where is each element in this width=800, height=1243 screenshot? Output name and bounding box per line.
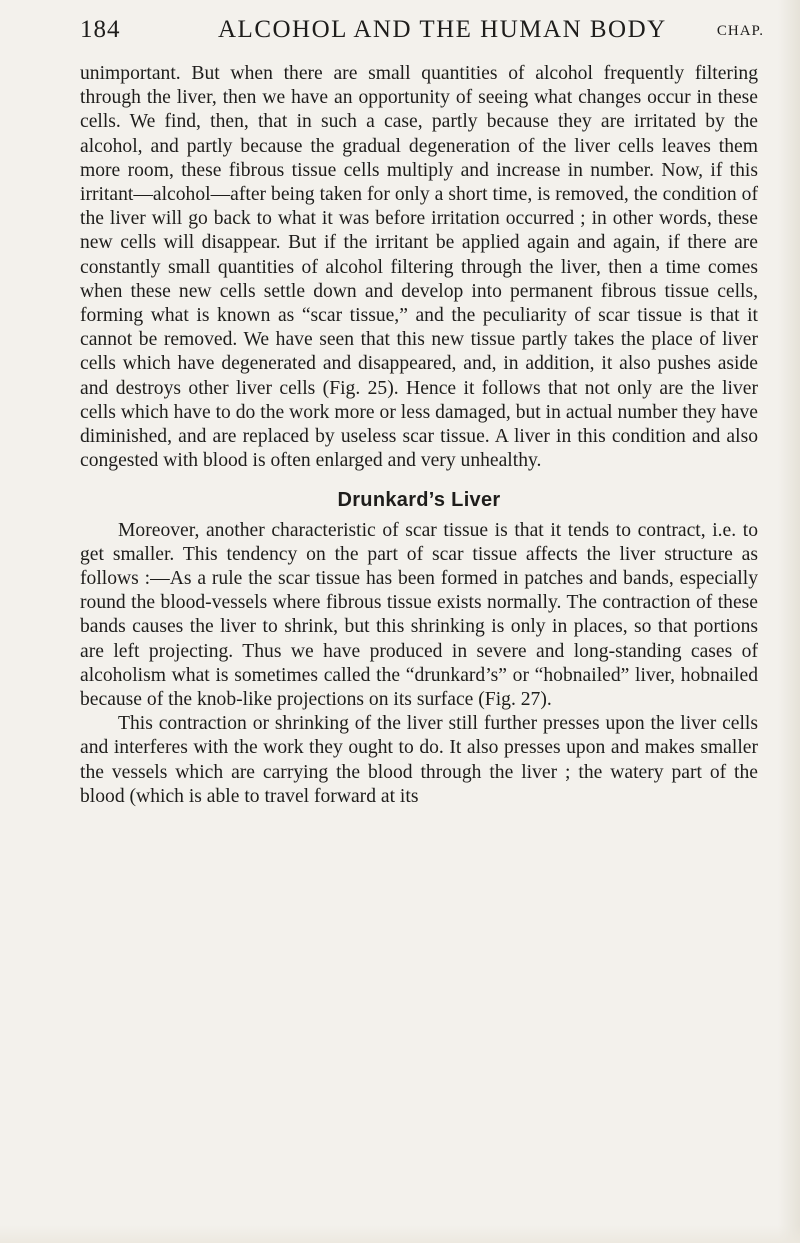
chapter-mark: CHAP. <box>716 23 764 39</box>
paragraph-3: This contraction or shrinking of the liver still further presses upon the liver cells and interferes with the work they ought to do. It also presses upon and makes smaller the vessels which are carrying the blood through the liver ; the watery part of the blood (which is able to travel forward at its <box>80 713 758 807</box>
paragraph-1: unimportant. But when there are small quantities of alcohol frequently filtering through the liver, then we have an opportunity of seeing what changes occur in these cells. We find, then, that in such a case, partly because they are irritated by the alcohol, and partly because the gradual degeneration of the liver cells leaves them more room, these fibrous tissue cells multiply and increase in number. Now, if this irritant—alcohol—after being taken for only a short time, is removed, the condition of the liver will go back to what it was before irritation occurred ; in other words, these new cells will disappear. But if the irritant be applied again and again, if there are constantly small quantities of alcohol filtering through the liver, then a time comes when these new cells settle down and develop into permanent fibrous tissue cells, forming what is known as “scar tissue,” and the peculiarity of scar tissue is that it cannot be removed. We have seen that this new tissue partly takes the place of liver cells which have degenerated and disappeared, and, in addition, it also pushes aside and destroys other liver cells (Fig. 25). Hence it follows that not only are the liver cells which have to do the work more or less damaged, but in actual number they have diminished, and are replaced by useless scar tissue. A liver in this condition and also congested with blood is often enlarged and very unhealthy. <box>80 63 758 472</box>
section-heading: Drunkard’s Liver <box>337 489 501 512</box>
page-number: 184 <box>80 16 121 43</box>
page-bottom-shadow <box>0 1225 800 1243</box>
paragraph-2: Moreover, another characteristic of scar tissue is that it tends to contract, i.e. to get smaller. This tendency on the part of scar tissue affects the liver structure as follows :—As a rule the scar tissue has been formed in patches and bands, especially round the blood-vessels where fibrous tissue exists normally. The contraction of these bands causes the liver to shrink, but this shrinking is only in places, so that portions are left projecting. Thus we have produced in severe and long-standing cases of alcoholism what is sometimes called the “drunkard’s” or “hobnailed” liver, hobnailed because of the knob-like projections on its surface (Fig. 27). <box>80 519 758 711</box>
body-text <box>80 62 758 809</box>
running-title: ALCOHOL AND THE HUMAN BODY <box>218 16 667 43</box>
page-header <box>80 16 764 56</box>
page-edge-shadow <box>778 0 800 1243</box>
